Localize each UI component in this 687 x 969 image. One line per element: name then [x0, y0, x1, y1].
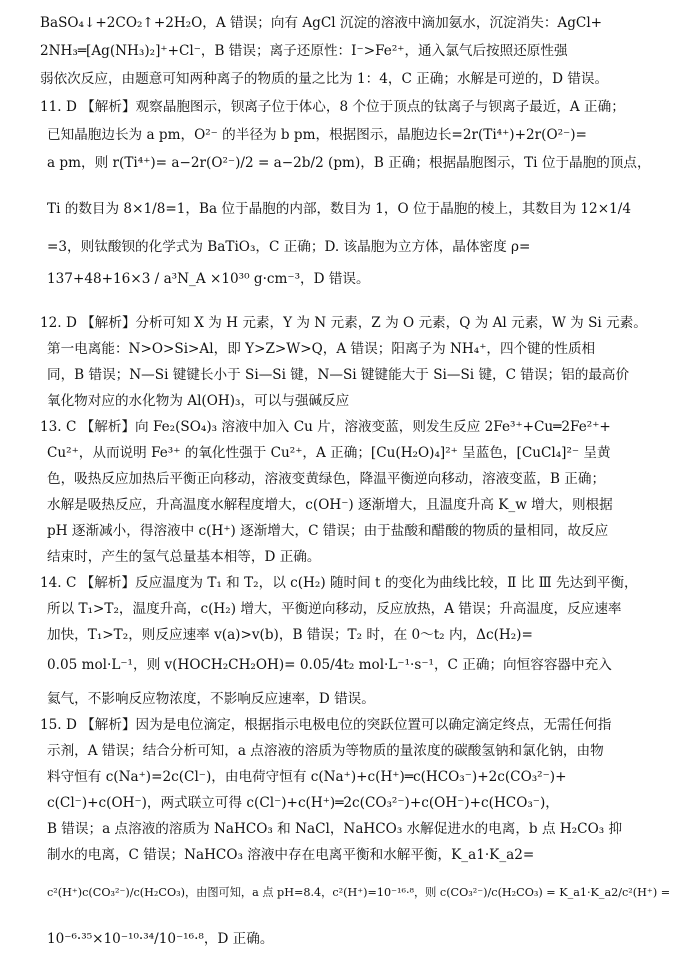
text-line: 氧化物对应的水化物为 Al(OH)₃，可以与强碱反应: [47, 393, 350, 409]
text-line: 加快，T₁>T₂，则反应速率 v(a)>v(b)，B 错误；T₂ 时，在 0～t₂ 内，Δc(H₂)=: [47, 627, 533, 643]
text-line: 示剂，A 错误；结合分析可知，a 点溶液的溶质为等物质的量浓度的碳酸氢钠和氯化钠，由物: [47, 743, 604, 759]
question-14-line: 14. C 【解析】反应温度为 T₁ 和 T₂，以 c(H₂) 随时间 t 的变化为曲线比较，Ⅱ 比 Ⅲ 先达到平衡，: [40, 575, 638, 591]
text-line: 料守恒有 c(Na⁺)=2c(Cl⁻)，由电荷守恒有 c(Na⁺)+c(H⁺)═c(HCO₃⁻)+2c(CO₃²⁻)+: [47, 769, 567, 785]
text-line: 137+48+16×3 / a³N_A ×10³⁰ g·cm⁻³，D 错误。: [47, 271, 370, 287]
text-line: 水解是吸热反应，升高温度水解程度增大，c(OH⁻) 逐渐增大，且温度升高 K_w 增大，则根据: [47, 497, 613, 513]
text-line: 制水的电离，C 错误；NaHCO₃ 溶液中存在电离平衡和水解平衡，K_a1·K_a2=: [47, 847, 535, 863]
question-11-line: 11. D 【解析】观察晶胞图示，钡离子位于体心，8 个位于顶点的钛离子与钡离子最近，A 正确；: [40, 99, 625, 115]
text-line: 氦气，不影响反应物浓度，不影响反应速率，D 错误。: [47, 691, 375, 707]
text-line: Cu²⁺，从而说明 Fe³⁺ 的氧化性强于 Cu²⁺，A 正确；[Cu(H₂O)₄]²⁺ 呈蓝色，[CuCl₄]²⁻ 呈黄: [47, 445, 611, 461]
text-line: 弱依次反应，由题意可知两种离子的物质的量之比为 1：4，C 正确；水解是可逆的，D 错误。: [40, 71, 609, 87]
text-line: a pm，则 r(Ti⁴⁺)= a−2r(O²⁻)/2 = a−2b/2 (pm)，B 正确；根据晶胞图示，Ti 位于晶胞的顶点，: [47, 155, 651, 171]
text-line: 0.05 mol·L⁻¹，则 v(HOCH₂CH₂OH)= 0.05/4t₂ mol·L⁻¹·s⁻¹，C 正确；向恒容容器中充入: [47, 657, 612, 673]
text-line: BaSO₄↓+2CO₂↑+2H₂O，A 错误；向有 AgCl 沉淀的溶液中滴加氨水，沉淀消失：AgCl+: [40, 15, 603, 31]
text-line: B 错误；a 点溶液的溶质为 NaHCO₃ 和 NaCl，NaHCO₃ 水解促进水的电离，b 点 H₂CO₃ 抑: [47, 821, 623, 837]
text-line: Ti 的数目为 8×1/8=1，Ba 位于晶胞的内部，数目为 1，O 位于晶胞的棱上，其数目为 12×1/4: [47, 201, 631, 217]
text-line: 结束时，产生的氢气总量基本相等，D 正确。: [47, 549, 321, 565]
text-line: 所以 T₁>T₂，温度升高，c(H₂) 增大，平衡逆向移动，反应放热，A 错误；升高温度，反应速率: [47, 601, 622, 617]
question-15-line: 15. D 【解析】因为是电位滴定，根据指示电极电位的突跃位置可以确定滴定终点，无需任何指: [40, 717, 612, 733]
text-line: 10⁻⁶·³⁵×10⁻¹⁰·³⁴/10⁻¹⁶·⁸，D 正确。: [47, 931, 274, 947]
text-line: =3，则钛酸钡的化学式为 BaTiO₃，C 正确；D. 该晶胞为立方体，晶体密度 ρ=: [47, 239, 531, 255]
text-line: 第一电离能：N>O>Si>Al，即 Y>Z>W>Q，A 错误；阳离子为 NH₄⁺，四个键的性质相: [47, 341, 596, 357]
question-13-line: 13. C 【解析】向 Fe₂(SO₄)₃ 溶液中加入 Cu 片，溶液变蓝，则发生反应 2Fe³⁺+Cu═2Fe²⁺+: [40, 419, 611, 435]
text-line: 已知晶胞边长为 a pm，O²⁻ 的半径为 b pm，根据图示，晶胞边长=2r(Ti⁴⁺)+2r(O²⁻)=: [47, 127, 587, 143]
text-line: c²(H⁺)c(CO₃²⁻)/c(H₂CO₃)，由图可知，a 点 pH=8.4，c²(H⁺)=10⁻¹⁶·⁸，则 c(CO₃²⁻)/c(H₂CO₃) = K_a1·K_a2/c²(H⁺) =: [47, 886, 671, 899]
text-line: 同，B 错误；N—Si 键键长小于 Si—Si 键，N—Si 键键能大于 Si—Si 键，C 错误；铝的最高价: [47, 367, 630, 383]
text-line: 色，吸热反应加热后平衡正向移动，溶液变黄绿色，降温平衡逆向移动，溶液变蓝，B 正确；: [47, 471, 606, 487]
text-line: pH 逐渐减小，得溶液中 c(H⁺) 逐渐增大，C 错误；由于盐酸和醋酸的物质的量相同，故反应: [47, 523, 609, 539]
question-12-line: 12. D 【解析】分析可知 X 为 H 元素，Y 为 N 元素，Z 为 O 元素，Q 为 Al 元素，W 为 Si 元素。: [40, 315, 647, 331]
text-line: c(Cl⁻)+c(OH⁻)，两式联立可得 c(Cl⁻)+c(H⁺)═2c(CO₃²⁻)+c(OH⁻)+c(HCO₃⁻)，: [47, 795, 559, 811]
text-line: 2NH₃═[Ag(NH₃)₂]⁺+Cl⁻，B 错误；离子还原性：I⁻>Fe²⁺，通入氯气后按照还原性强: [40, 43, 568, 59]
